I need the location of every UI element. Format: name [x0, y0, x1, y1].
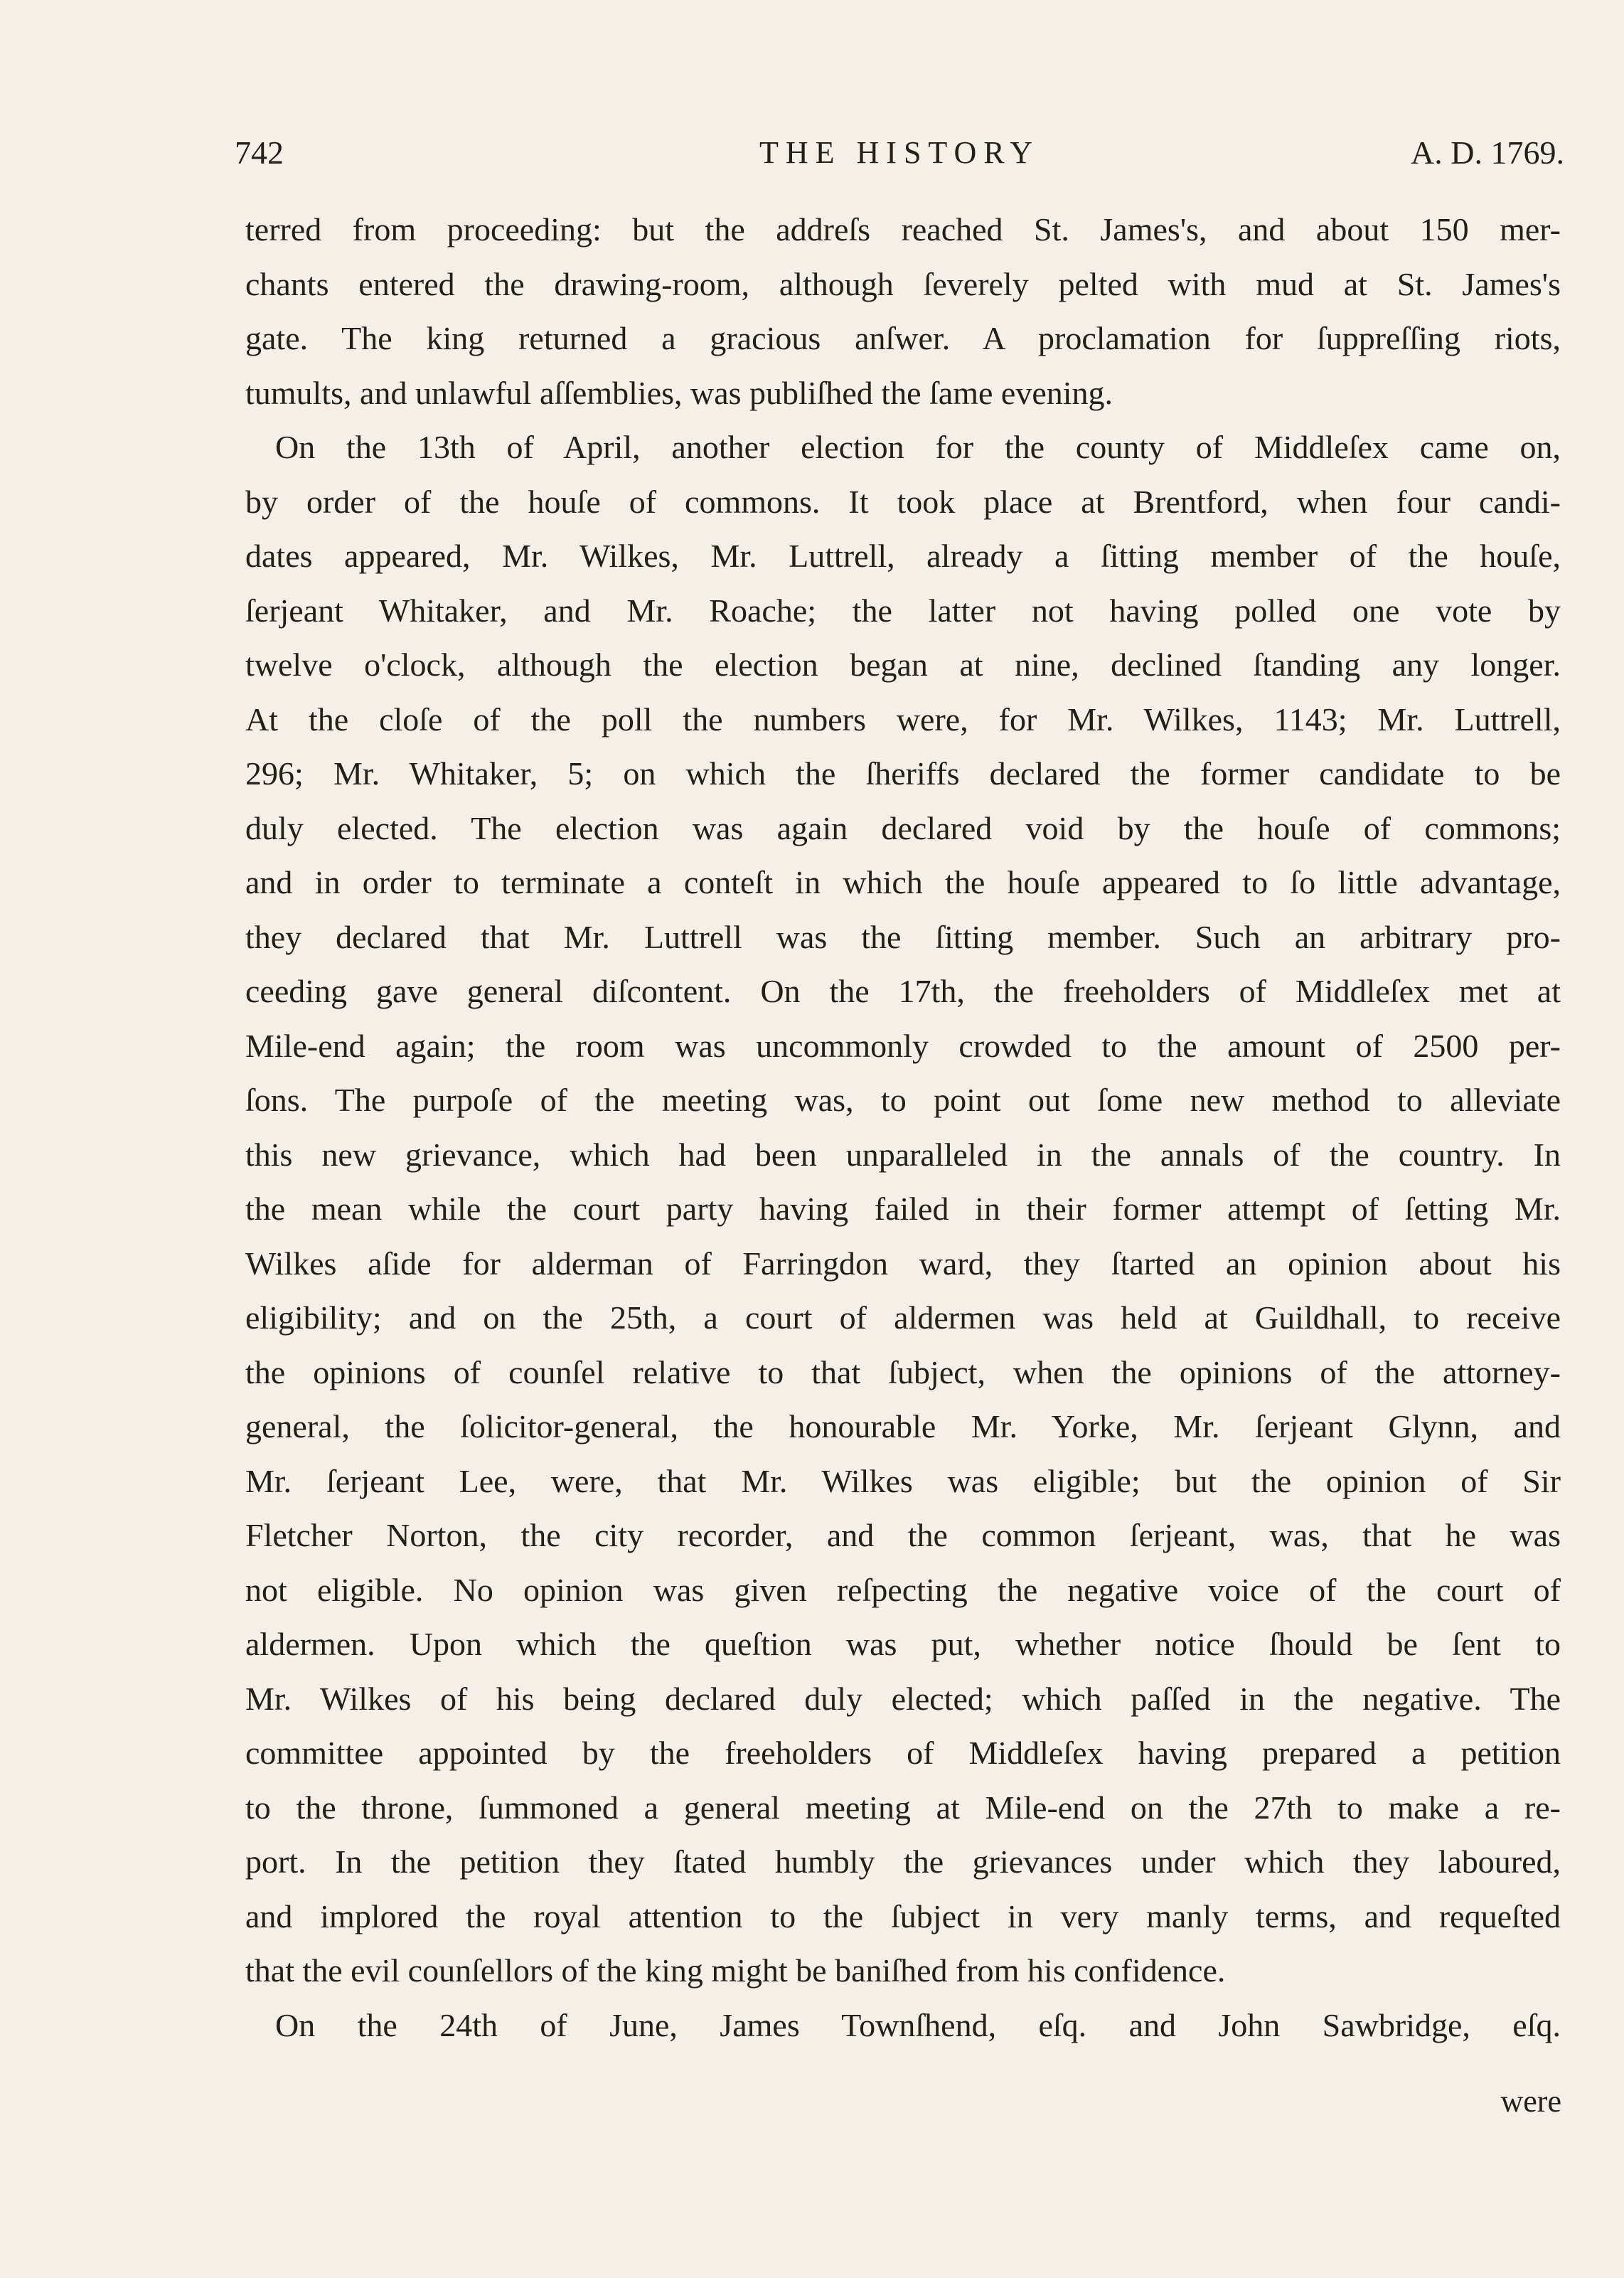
text-line: by order of the houſe of commons. It took place at Brentford, when four candi- [245, 483, 1561, 520]
text-line: Mr. Wilkes of his being declared duly elected; which paſſed in the negative. The [245, 1680, 1561, 1717]
text-line: and in order to terminate a conteſt in which the houſe appeared to ſo little advantage, [245, 864, 1561, 900]
running-title: THE HISTORY [759, 135, 1040, 170]
running-year: A. D. 1769. [1411, 134, 1564, 171]
text-line: terred from proceeding: but the addreſs reached St. James's, and about 150 mer- [245, 211, 1561, 248]
text-line: Fletcher Norton, the city recorder, and the common ſerjeant, was, that he was [245, 1517, 1561, 1553]
text-line: the opinions of counſel relative to that ſubject, when the opinions of the attorney- [245, 1353, 1561, 1390]
text-line: At the cloſe of the poll the numbers were, for Mr. Wilkes, 1143; Mr. Luttrell, [245, 701, 1561, 738]
text-line: duly elected. The election was again declared void by the houſe of commons; [245, 809, 1561, 846]
text-line: and implored the royal attention to the ſubject in very manly terms, and requeſted [245, 1898, 1561, 1934]
text-line: ſons. The purpoſe of the meeting was, to point out ſome new method to alleviate [245, 1082, 1561, 1118]
text-line: that the evil counſellors of the king might be baniſhed from his confidence. [245, 1952, 1226, 1989]
text-line: twelve o'clock, although the election began at nine, declined ſtanding any longer. [245, 646, 1561, 683]
body-text [245, 203, 1561, 2053]
text-line: Mile-end again; the room was uncommonly crowded to the amount of 2500 per- [245, 1027, 1561, 1064]
text-line: gate. The king returned a gracious anſwer. A proclamation for ſuppreſſing riots, [245, 320, 1561, 356]
text-line: On the 24th of June, James Townſhend, eſq. and John Sawbridge, eſq. [275, 2006, 1561, 2043]
page-header [235, 128, 1564, 178]
text-line: committee appointed by the freeholders of Middleſex having prepared a petition [245, 1735, 1561, 1771]
text-line: ſerjeant Whitaker, and Mr. Roache; the latter not having polled one vote by [245, 592, 1561, 629]
text-line: this new grievance, which had been unparalleled in the annals of the country. In [245, 1136, 1561, 1173]
text-line: not eligible. No opinion was given reſpecting the negative voice of the court of [245, 1571, 1561, 1608]
text-line: dates appeared, Mr. Wilkes, Mr. Luttrell, already a ſitting member of the houſe, [245, 538, 1561, 574]
text-line: port. In the petition they ſtated humbly the grievances under which they laboured, [245, 1843, 1561, 1880]
text-line: Mr. ſerjeant Lee, were, that Mr. Wilkes was eligible; but the opinion of Sir [245, 1462, 1561, 1499]
text-line: On the 13th of April, another election for the county of Middleſex came on, [275, 429, 1561, 465]
catchword: were [1500, 2084, 1561, 2119]
text-line: 296; Mr. Whitaker, 5; on which the ſheriffs declared the former candidate to be [245, 755, 1561, 792]
text-line: aldermen. Upon which the queſtion was put, whether notice ſhould be ſent to [245, 1626, 1561, 1662]
text-line: they declared that Mr. Luttrell was the ſitting member. Such an arbitrary pro- [245, 918, 1561, 955]
text-line: chants entered the drawing-room, although ſeverely pelted with mud at St. James's [245, 265, 1561, 302]
text-line: tumults, and unlawful aſſemblies, was publiſhed the ſame evening. [245, 374, 1113, 411]
text-line: Wilkes aſide for alderman of Farringdon ward, they ſtarted an opinion about his [245, 1245, 1561, 1282]
page-number: 742 [235, 134, 284, 171]
text-line: ceeding gave general diſcontent. On the 17th, the freeholders of Middleſex met at [245, 973, 1561, 1009]
text-line: eligibility; and on the 25th, a court of aldermen was held at Guildhall, to receive [245, 1299, 1561, 1336]
text-line: general, the ſolicitor-general, the honourable Mr. Yorke, Mr. ſerjeant Glynn, and [245, 1408, 1561, 1444]
text-line: the mean while the court party having failed in their former attempt of ſetting Mr. [245, 1191, 1561, 1227]
text-line: to the throne, ſummoned a general meeting at Mile-end on the 27th to make a re- [245, 1789, 1561, 1826]
